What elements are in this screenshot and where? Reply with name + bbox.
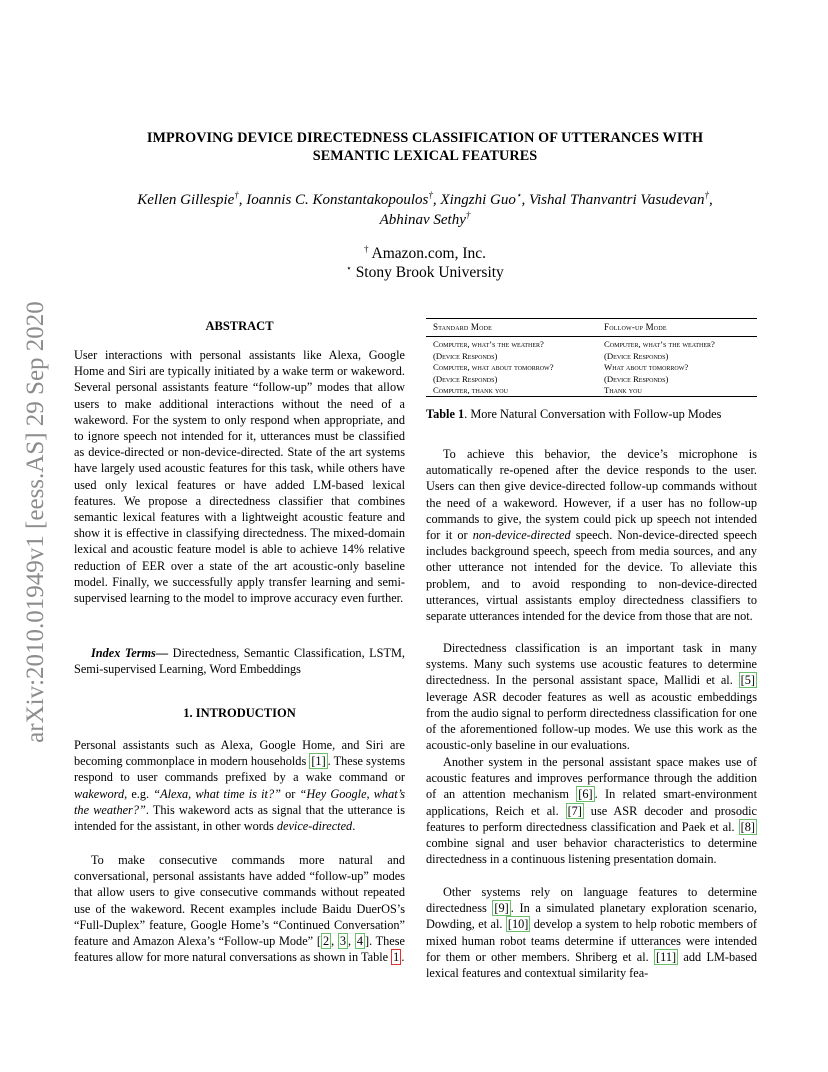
text-run-italic: non-device-directed (472, 528, 571, 543)
table-caption-text: . More Natural Conversation with Follow-up Modes (464, 407, 722, 421)
citation-link[interactable]: [7] (567, 803, 582, 818)
table-mid-rule (426, 336, 757, 337)
author: Kellen Gillespie (137, 192, 235, 208)
right-paragraph-1 (426, 446, 757, 624)
author-mark: † (704, 190, 710, 200)
affiliation-name: Stony Brook University (355, 264, 504, 281)
table-cell-right (604, 339, 715, 397)
author-mark: ⋆ (515, 190, 522, 200)
table-cell: Computer, what’s the weather? (433, 339, 544, 349)
text-run: , e.g. (124, 786, 154, 801)
text-run: Directedness classification is an important task in many systems. Many such systems use acoustic features to determine directedness. In the personal assistant space, Mallidi et al. (426, 641, 757, 688)
text-run: or (280, 786, 300, 801)
text-run: To achieve this behavior, the device’s microphone is automatically re-opened after the device responds to the user. Users can then give device-directed follow-up commands without the need of a wakeword. However, if a user has no follow-up commands to give, the system could pick up speech not intended for it or (426, 447, 757, 543)
author: Abhinav Sethy (379, 212, 466, 228)
intro-paragraph-1 (74, 737, 405, 834)
text-run: . In related smart-environment applications, Reich et al. (426, 787, 757, 818)
table-cell: Computer, thank you (433, 385, 508, 396)
text-run: develop a system to help robotic members of mixed human robot teams determine if utterances were intended for them or other members. Shriberg et al. (426, 917, 757, 964)
text-run: . In a simulated planetary exploration scenario, Dowding, et al. (426, 901, 757, 932)
citation-link[interactable]: [9] (494, 901, 509, 916)
author-separator: , (521, 192, 529, 208)
text-run: . These systems respond to user commands prefixed by a wake command or (74, 754, 405, 785)
table-cell: Computer, what about tomorrow? (433, 362, 554, 373)
text-run: add LM-based lexical features and contextual similarity fea- (426, 949, 757, 981)
text-run-italic: “Alexa, what time is it?” (153, 786, 281, 801)
right-paragraph-3 (426, 754, 757, 867)
affiliation-mark: † (363, 244, 369, 254)
table-header-standard: Standard Mode (433, 322, 493, 332)
text-run: To make consecutive commands more natural and conversational, personal assistants have added “follow-up” modes that allow users to give consecutive commands without repeated use of the wakeword. Recent examples include Baidu DuerOS’s “Full-Duplex” feature, Google Home’s “Continued Conversation” feature and Amazon Alexa’s “Follow-up Mode” [ (74, 853, 405, 949)
author-separator: , (432, 192, 441, 208)
citation-link[interactable]: [6] (578, 787, 593, 802)
author: Xingzhi Guo (440, 192, 516, 208)
citation-link[interactable]: [5] (740, 673, 755, 688)
text-run: Other systems rely on language features to determine directedness (426, 885, 757, 916)
text-run: combine signal and user behavior characteristics to determine directedness in a continuous listening presentation domain. (426, 836, 757, 867)
text-run-italic: wakeword (74, 786, 125, 801)
citation-link[interactable]: [1] (311, 754, 326, 769)
citation-link[interactable]: 4 (356, 934, 363, 949)
text-run: speech. Non-device-directed speech includes background speech, speech from media sources, and any other utterance not intended for the device. To alleviate this problem, and to avoid responding to non-device-directed utterances, virtual assistants employ directedness classifiers to separate utterances intended for the device from those that are not. (426, 528, 757, 624)
table-cell: (Device Responds) (604, 350, 669, 361)
text-run: . (352, 819, 356, 834)
index-terms-list: Directedness, Semantic Classification, LSTM, Semi-supervised Learning, Word Embeddings (74, 646, 405, 677)
citation-link[interactable]: 3 (339, 934, 347, 949)
affiliation-name: Amazon.com, Inc. (371, 245, 487, 262)
text-run: , (331, 934, 338, 949)
affiliations (250, 244, 600, 282)
table-header-follow-up: Follow-up Mode (604, 322, 667, 332)
table-cell: (Device Responds) (433, 373, 498, 384)
author-separator: , (709, 192, 713, 208)
author-mark: † (465, 210, 471, 220)
text-run: . (401, 950, 405, 965)
text-run: , (348, 934, 355, 949)
table-top-rule (426, 318, 757, 319)
affiliation-stony-brook (250, 263, 600, 282)
citation-link[interactable]: [10] (507, 917, 529, 932)
text-run: Personal assistants such as Alexa, Google Home, and Siri are becoming commonplace in modern households (74, 738, 405, 769)
text-run: leverage ASR decoder features as well as acoustic embeddings from the audio signal to perform directedness classification for one of the aforementioned follow-up modes. We use this work as the acoustic-only baseline in our evaluations. (426, 689, 757, 753)
author-mark: † (234, 190, 239, 200)
affiliation-amazon (250, 244, 600, 263)
text-run: ]. These features allow for more natural conversations as shown in Table (74, 934, 405, 965)
author: Ioannis C. Konstantakopoulos (246, 192, 429, 208)
intro-paragraph-2 (74, 852, 405, 965)
table-cell: (Device Responds) (604, 373, 669, 384)
introduction-heading: 1. INTRODUCTION (183, 706, 296, 720)
index-terms (74, 645, 405, 677)
paper-title (90, 129, 760, 165)
text-run: . This wakeword acts as signal that the utterance is intended for the assistant, in other words (74, 802, 405, 834)
index-terms-label: Index Terms— (91, 646, 169, 660)
citation-link[interactable]: [11] (656, 949, 677, 964)
table-caption-label: Table 1 (426, 407, 465, 421)
table-cell: What about tomorrow? (604, 362, 689, 373)
arxiv-identifier-stamp[interactable]: arXiv:2010.01949v1 [eess.AS] 29 Sep 2020 (22, 301, 49, 743)
table-cell: (Device Responds) (433, 350, 498, 361)
abstract-heading: ABSTRACT (205, 319, 274, 333)
affiliation-mark: ⋆ (346, 263, 352, 273)
title-line-1: IMPROVING DEVICE DIRECTEDNESS CLASSIFICATION OF UTTERANCES WITH (146, 130, 704, 146)
table-cell: Computer, what’s the weather? (604, 339, 715, 349)
citation-link[interactable]: [8] (740, 819, 755, 834)
text-run: Another system in the personal assistant space makes use of acoustic features and improves performance through the addition of an attention mechanism (426, 755, 757, 802)
table-ref-link[interactable]: 1 (393, 950, 400, 965)
citation-link[interactable]: 2 (322, 934, 330, 949)
author-mark: † (428, 190, 433, 200)
table-cell: Thank you (604, 385, 642, 396)
author-separator: , (238, 192, 247, 208)
author-list (100, 190, 750, 230)
table-cell-left (433, 339, 554, 397)
author: Vishal Thanvantri Vasudevan (528, 192, 705, 208)
title-line-2: SEMANTIC LEXICAL FEATURES (312, 148, 538, 164)
text-run-italic: device-directed (276, 819, 353, 834)
text-run: use ASR decoder and prosodic features to perform directedness classification and Paek et al. (426, 803, 758, 834)
abstract-text: User interactions with personal assistants like Alexa, Google Home and Siri are typically initiated by a wake term or wakeword. Several personal assistants feature “follow-up” modes that allow users to make additional interactions without the need of a wakeword. For the system to only respond when appropriate, and to ignore speech not intended for it, utterances must be classified as device-directed or non-device-directed. State of the art systems have largely used acoustic features for this task, while others have used only lexical features or have added LM-based lexical features. We propose a directedness classifier that combines semantic lexical features with a lightweight acoustic feature and show it is effective in classifying directedness. The mixed-domain lexical and acoustic feature model is able to achieve 14% relative reduction of EER over a state of the art acoustic-only baseline model. Finally, we successfully apply transfer learning and semi-supervised learning to the model to improve accuracy even further. (74, 348, 405, 606)
right-paragraph-2 (426, 640, 757, 753)
table-caption (426, 407, 757, 422)
table-bottom-rule (426, 396, 757, 397)
right-paragraph-4 (426, 884, 757, 981)
text-run-italic: “Hey Google, what’s the weather?” (74, 786, 405, 817)
